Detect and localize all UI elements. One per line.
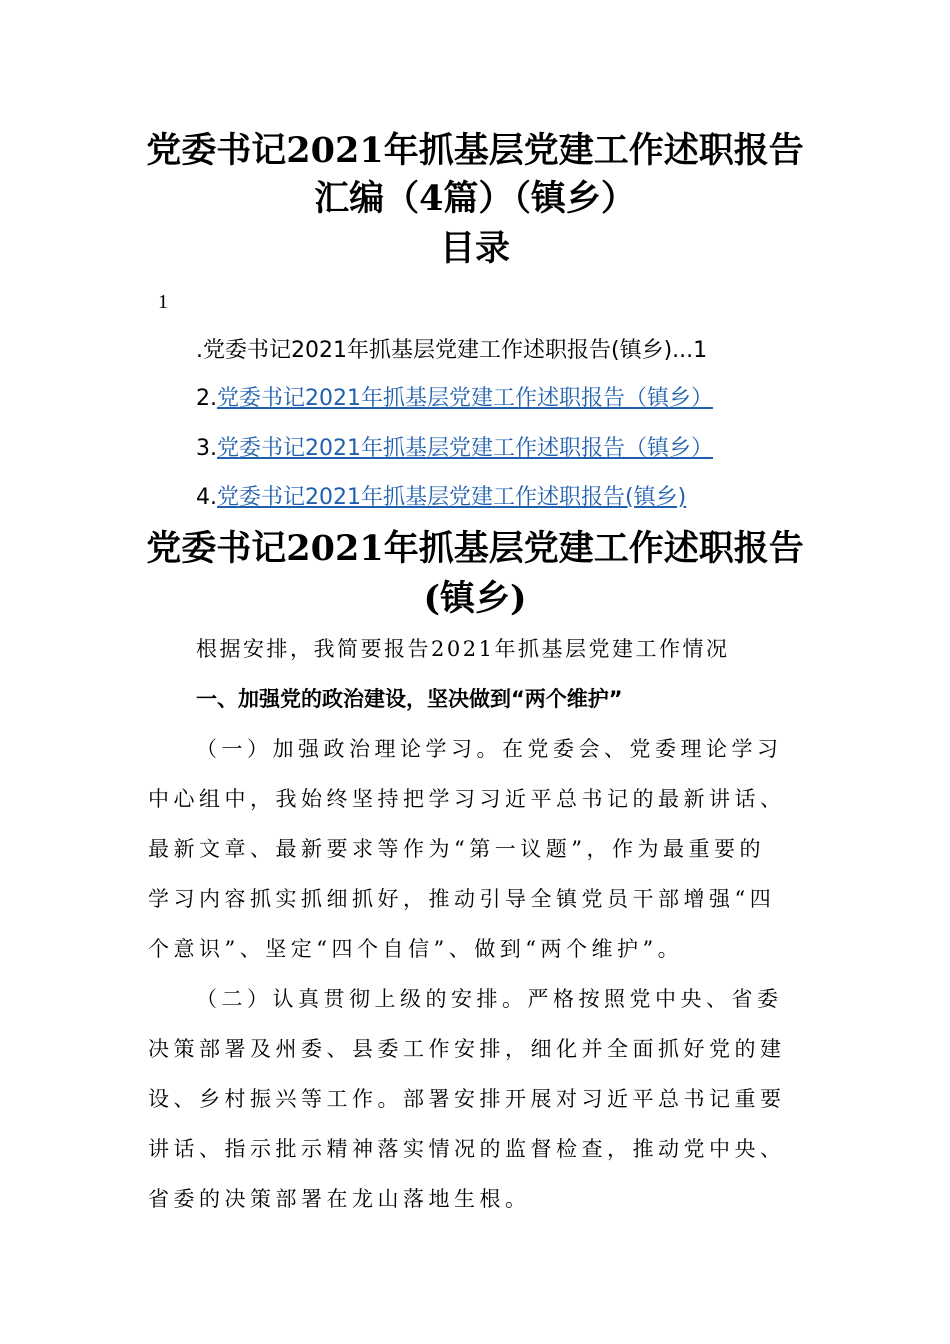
para2-line: 决策部署及州委、县委工作安排，细化并全面抓好党的建 [148,1037,786,1061]
document-title-line2: 汇编（4篇）（镇乡） [314,178,636,219]
toc-item-4-link[interactable]: 党委书记2021年抓基层党建工作述职报告(镇乡) [217,485,687,510]
para2-line: （二）认真贯彻上级的安排。严格按照党中央、省委 [196,987,783,1011]
toc-first-number: 1 [158,291,168,313]
toc-item-1 [196,336,707,366]
para2-line: 讲话、指示批示精神落实情况的监督检查，推动党中央、 [148,1137,786,1161]
para1-line: 最新文章、最新要求等作为“第一议题”，作为最重要的 [148,837,765,861]
para1-line: 学习内容抓实抓细抓好，推动引导全镇党员干部增强“四 [148,887,776,911]
toc-item-2-prefix: 2. [196,386,217,411]
toc-item-3-prefix: 3. [196,436,217,461]
para1-line: 中心组中，我始终坚持把学习习近平总书记的最新讲话、 [148,787,786,811]
toc-item-2[interactable] [196,384,713,414]
toc-item-3[interactable] [196,434,713,464]
intro-paragraph: 根据安排，我简要报告2021年抓基层党建工作情况 [196,637,730,661]
toc-item-1-text: .党委书记2021年抓基层党建工作述职报告(镇乡)...1 [196,338,708,363]
para2-line: 设、乡村振兴等工作。部署安排开展对习近平总书记重要 [148,1087,786,1111]
para1-line: 个意识”、坚定“四个自信”、做到“两个维护”。 [148,937,684,961]
para1-line: （一）加强政治理论学习。在党委会、党委理论学习 [196,737,783,761]
toc-item-3-link[interactable]: 党委书记2021年抓基层党建工作述职报告（镇乡） [217,436,713,461]
toc-item-4[interactable] [196,483,686,513]
section-title-line1: 党委书记2021年抓基层党建工作述职报告 [146,528,804,569]
para2-line: 省委的决策部署在龙山落地生根。 [148,1187,531,1211]
toc-item-4-prefix: 4. [196,485,217,510]
section-heading-1: 一、加强党的政治建设，坚决做到“两个维护” [196,687,623,711]
toc-heading: 目录 [439,228,510,269]
document-title-line1: 党委书记2021年抓基层党建工作述职报告 [146,130,804,171]
toc-item-2-link[interactable]: 党委书记2021年抓基层党建工作述职报告（镇乡） [217,386,713,411]
section-title-line2: (镇乡) [423,578,527,619]
